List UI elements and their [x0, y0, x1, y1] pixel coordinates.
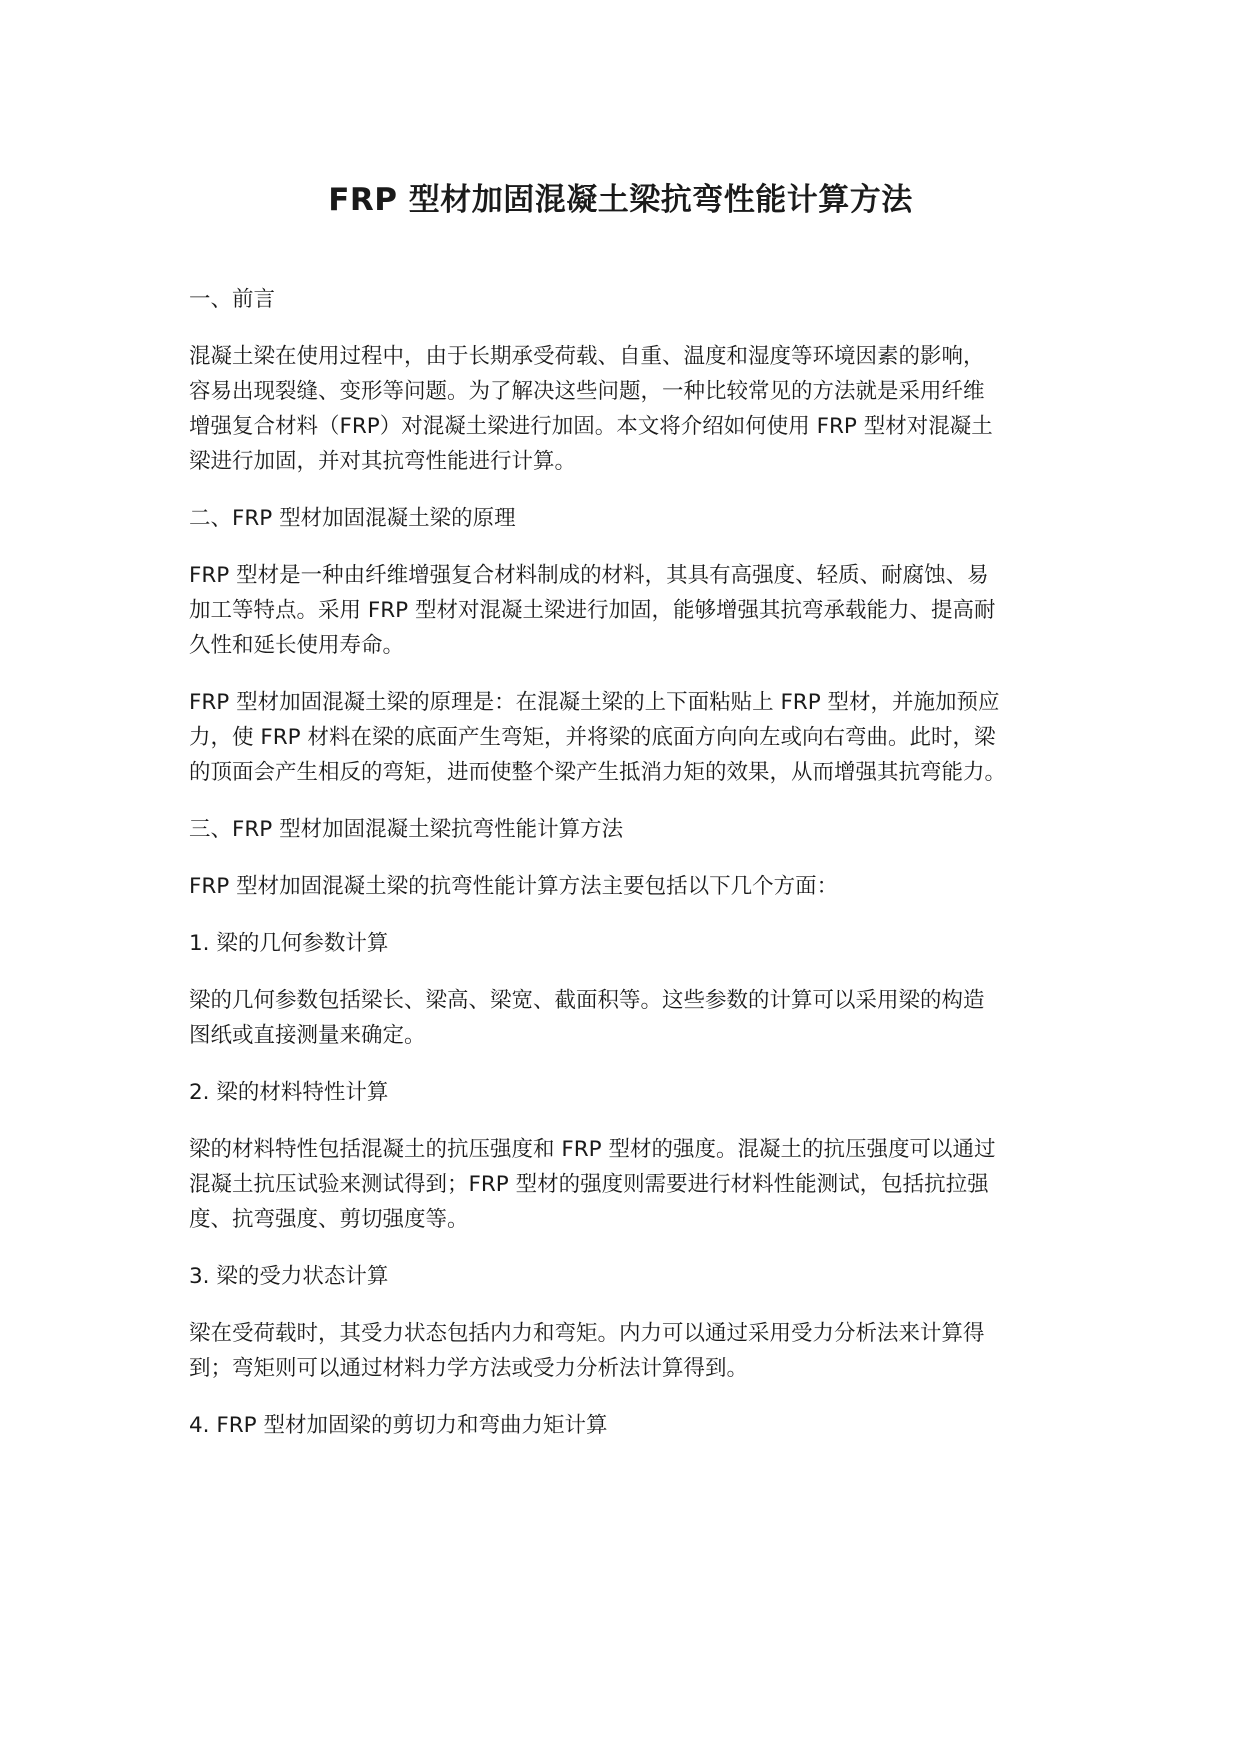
subheading-shear-moment: 4. FRP 型材加固梁的剪切力和弯曲力矩计算 [189, 1413, 608, 1438]
document-title: FRP 型材加固混凝土梁抗弯性能计算方法 [328, 182, 913, 218]
paragraph-calculation-intro: FRP 型材加固混凝土梁的抗弯性能计算方法主要包括以下几个方面： [189, 874, 839, 899]
section-heading-preface: 一、前言 [189, 287, 276, 312]
document-body [189, 282, 1069, 1465]
paragraph-stress-state: 梁在受荷载时，其受力状态包括内力和弯矩。内力可以通过采用受力分析法来计算得 到；弯矩则可以通过材料力学方法或受力分析法计算得到。 [189, 1321, 985, 1381]
paragraph-principle: FRP 型材加固混凝土梁的原理是：在混凝土梁的上下面粘贴上 FRP 型材，并施加预应 力，使 FRP 材料在梁的底面产生弯矩，并将梁的底面方向向左或向右弯曲。此时，梁 的顶面会产生相反的弯矩，进而使整个梁产生抵消力矩的效果，从而增强其抗弯能力。 [189, 690, 1007, 785]
section-heading-calculation: 三、FRP 型材加固混凝土梁抗弯性能计算方法 [189, 817, 624, 842]
paragraph-preface: 混凝土梁在使用过程中，由于长期承受荷载、自重、温度和湿度等环境因素的影响， 容易出现裂缝、变形等问题。为了解决这些问题，一种比较常见的方法就是采用纤维 增强复合材料（FRP）对混凝土梁进行加固。本文将介绍如何使用 FRP 型材对混凝土 梁进行加固，并对其抗弯性能进行计算。 [189, 344, 993, 474]
subheading-geometry: 1. 梁的几何参数计算 [189, 931, 389, 956]
paragraph-frp-properties: FRP 型材是一种由纤维增强复合材料制成的材料，其具有高强度、轻质、耐腐蚀、易 加工等特点。采用 FRP 型材对混凝土梁进行加固，能够增强其抗弯承载能力、提高耐 久性和延长使用寿命。 [189, 563, 996, 658]
paragraph-material: 梁的材料特性包括混凝土的抗压强度和 FRP 型材的强度。混凝土的抗压强度可以通过 混凝土抗压试验来测试得到；FRP 型材的强度则需要进行材料性能测试，包括抗拉强 度、抗弯强度、剪切强度等。 [189, 1137, 996, 1232]
section-heading-principle: 二、FRP 型材加固混凝土梁的原理 [189, 506, 516, 531]
paragraph-geometry: 梁的几何参数包括梁长、梁高、梁宽、截面积等。这些参数的计算可以采用梁的构造 图纸或直接测量来确定。 [189, 988, 985, 1048]
subheading-material: 2. 梁的材料特性计算 [189, 1080, 389, 1105]
subheading-stress-state: 3. 梁的受力状态计算 [189, 1264, 389, 1289]
